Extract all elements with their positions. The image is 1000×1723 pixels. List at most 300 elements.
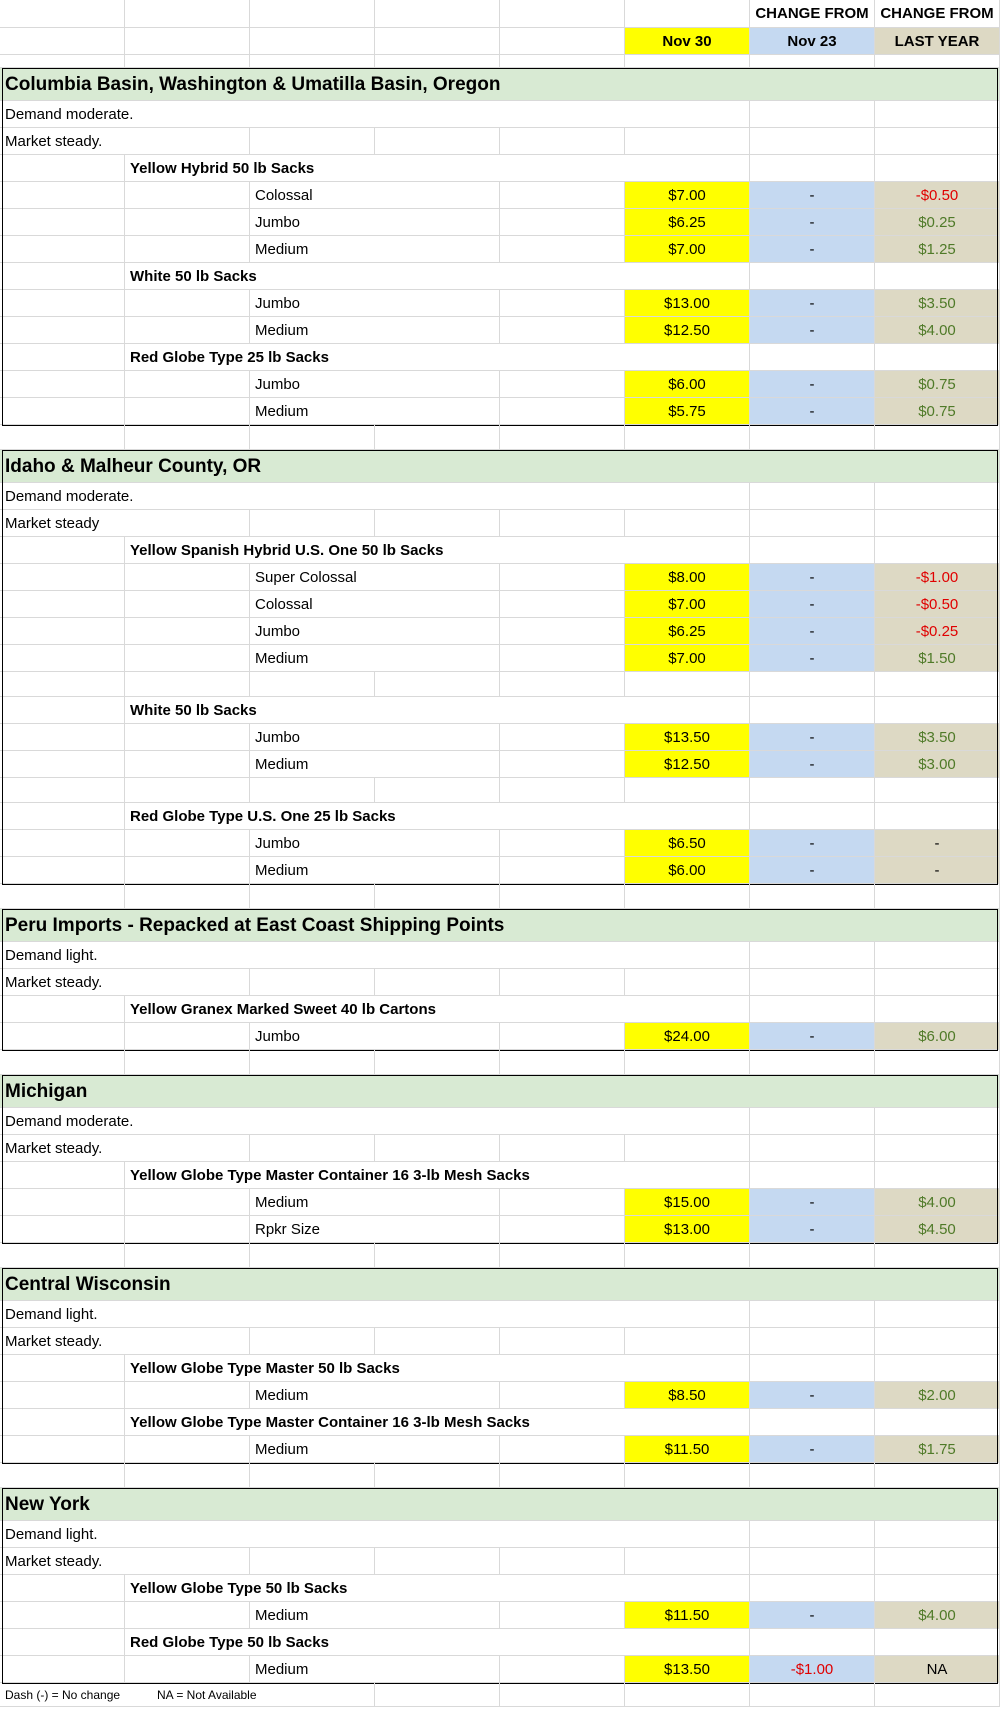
commodity-group: Red Globe Type 50 lb Sacks	[125, 1629, 750, 1656]
empty-cell	[500, 830, 625, 857]
empty-cell	[125, 1216, 250, 1243]
empty-cell	[875, 1050, 1000, 1075]
empty-cell	[0, 236, 125, 263]
empty-cell	[0, 0, 125, 28]
empty-cell	[250, 778, 375, 803]
empty-cell	[0, 1409, 125, 1436]
empty-cell	[0, 1602, 125, 1629]
section-title: Peru Imports - Repacked at East Coast Shipping Points	[0, 909, 1000, 942]
week-change-cell: -	[750, 371, 875, 398]
empty-cell	[875, 537, 1000, 564]
year-change-cell: $0.75	[875, 371, 1000, 398]
year-change-cell: $1.50	[875, 645, 1000, 672]
size-label: Medium	[250, 1189, 500, 1216]
empty-cell	[750, 1301, 875, 1328]
empty-cell	[500, 510, 625, 537]
empty-cell	[875, 425, 1000, 450]
empty-cell	[0, 1355, 125, 1382]
empty-cell	[875, 1108, 1000, 1135]
year-change-cell: $1.75	[875, 1436, 1000, 1463]
empty-cell	[750, 1463, 875, 1488]
price-cell: $12.50	[625, 317, 750, 344]
empty-cell	[500, 55, 625, 68]
commodity-group: Yellow Spanish Hybrid U.S. One 50 lb Sacks	[125, 537, 750, 564]
empty-cell	[875, 510, 1000, 537]
commodity-group: Yellow Globe Type Master Container 16 3-lb Mesh Sacks	[125, 1162, 750, 1189]
size-label: Super Colossal	[250, 564, 500, 591]
empty-cell	[500, 618, 625, 645]
empty-cell	[875, 128, 1000, 155]
empty-cell	[0, 1023, 125, 1050]
commodity-group: White 50 lb Sacks	[125, 697, 750, 724]
empty-cell	[0, 724, 125, 751]
empty-cell	[0, 28, 125, 55]
empty-cell	[625, 1683, 750, 1707]
empty-cell	[750, 1521, 875, 1548]
empty-cell	[0, 697, 125, 724]
empty-cell	[375, 28, 500, 55]
size-label: Medium	[250, 398, 500, 425]
commodity-group: Red Globe Type U.S. One 25 lb Sacks	[125, 803, 750, 830]
empty-cell	[875, 155, 1000, 182]
empty-cell	[750, 1328, 875, 1355]
market-note: Market steady.	[0, 1135, 250, 1162]
empty-cell	[875, 1243, 1000, 1268]
empty-cell	[875, 1683, 1000, 1707]
empty-cell	[875, 672, 1000, 697]
empty-cell	[875, 884, 1000, 909]
empty-cell	[125, 1382, 250, 1409]
empty-cell	[750, 942, 875, 969]
empty-cell	[0, 209, 125, 236]
size-label: Jumbo	[250, 1023, 500, 1050]
size-label: Colossal	[250, 591, 500, 618]
empty-cell	[875, 778, 1000, 803]
week-change-cell: -	[750, 1436, 875, 1463]
empty-cell	[750, 697, 875, 724]
empty-cell	[500, 1602, 625, 1629]
empty-cell	[125, 0, 250, 28]
empty-cell	[625, 969, 750, 996]
empty-cell	[500, 724, 625, 751]
year-change-cell: -	[875, 857, 1000, 884]
year-change-cell: $3.50	[875, 290, 1000, 317]
empty-cell	[750, 1108, 875, 1135]
empty-cell	[625, 55, 750, 68]
commodity-group: White 50 lb Sacks	[125, 263, 750, 290]
empty-cell	[875, 942, 1000, 969]
empty-cell	[875, 263, 1000, 290]
empty-cell	[750, 1575, 875, 1602]
empty-cell	[0, 830, 125, 857]
year-change-cell: $1.25	[875, 236, 1000, 263]
header-change-year-top: CHANGE FROM	[875, 0, 1000, 28]
year-change-cell: $3.50	[875, 724, 1000, 751]
size-label: Medium	[250, 236, 500, 263]
empty-cell	[125, 884, 250, 909]
empty-cell	[750, 344, 875, 371]
empty-cell	[250, 425, 375, 450]
year-change-cell: $4.00	[875, 317, 1000, 344]
empty-cell	[875, 344, 1000, 371]
empty-cell	[500, 236, 625, 263]
empty-cell	[500, 1135, 625, 1162]
header-date: Nov 30	[625, 28, 750, 55]
empty-cell	[750, 155, 875, 182]
empty-cell	[0, 1575, 125, 1602]
empty-cell	[125, 672, 250, 697]
week-change-cell: -	[750, 618, 875, 645]
empty-cell	[250, 1135, 375, 1162]
empty-cell	[750, 1355, 875, 1382]
empty-cell	[0, 1216, 125, 1243]
empty-cell	[750, 1409, 875, 1436]
empty-cell	[125, 317, 250, 344]
week-change-cell: -	[750, 398, 875, 425]
empty-cell	[125, 564, 250, 591]
price-cell: $7.00	[625, 236, 750, 263]
price-cell: $7.00	[625, 591, 750, 618]
empty-cell	[375, 0, 500, 28]
empty-cell	[0, 317, 125, 344]
empty-cell	[875, 55, 1000, 68]
empty-cell	[875, 697, 1000, 724]
empty-cell	[250, 884, 375, 909]
empty-cell	[500, 0, 625, 28]
empty-cell	[0, 1050, 125, 1075]
size-label: Medium	[250, 317, 500, 344]
commodity-group: Yellow Hybrid 50 lb Sacks	[125, 155, 750, 182]
empty-cell	[250, 969, 375, 996]
commodity-group: Yellow Globe Type Master 50 lb Sacks	[125, 1355, 750, 1382]
header-change-week-top: CHANGE FROM	[750, 0, 875, 28]
size-label: Medium	[250, 857, 500, 884]
empty-cell	[500, 564, 625, 591]
empty-cell	[125, 398, 250, 425]
empty-cell	[500, 128, 625, 155]
empty-cell	[125, 857, 250, 884]
empty-cell	[250, 0, 375, 28]
empty-cell	[250, 55, 375, 68]
header-change-year-bottom: LAST YEAR	[875, 28, 1000, 55]
week-change-cell: -	[750, 724, 875, 751]
empty-cell	[750, 1629, 875, 1656]
section-title: New York	[0, 1488, 1000, 1521]
market-note: Market steady.	[0, 1548, 250, 1575]
size-label: Colossal	[250, 182, 500, 209]
empty-cell	[500, 182, 625, 209]
empty-cell	[500, 1189, 625, 1216]
empty-cell	[750, 537, 875, 564]
demand-note: Demand light.	[0, 1301, 750, 1328]
week-change-cell: -	[750, 645, 875, 672]
empty-cell	[875, 1409, 1000, 1436]
empty-cell	[750, 1683, 875, 1707]
year-change-cell: $4.50	[875, 1216, 1000, 1243]
year-change-cell: $4.00	[875, 1602, 1000, 1629]
empty-cell	[875, 803, 1000, 830]
section-title: Columbia Basin, Washington & Umatilla Basin, Oregon	[0, 68, 1000, 101]
empty-cell	[125, 724, 250, 751]
empty-cell	[750, 1135, 875, 1162]
empty-cell	[625, 0, 750, 28]
empty-cell	[125, 371, 250, 398]
year-change-cell: $3.00	[875, 751, 1000, 778]
size-label: Jumbo	[250, 371, 500, 398]
empty-cell	[125, 236, 250, 263]
price-cell: $12.50	[625, 751, 750, 778]
empty-cell	[500, 371, 625, 398]
empty-cell	[875, 101, 1000, 128]
commodity-group: Yellow Globe Type Master Container 16 3-lb Mesh Sacks	[125, 1409, 750, 1436]
legend-na: NA = Not Available	[125, 1683, 375, 1707]
empty-cell	[375, 672, 500, 697]
empty-cell	[875, 1521, 1000, 1548]
empty-cell	[0, 591, 125, 618]
empty-cell	[125, 1050, 250, 1075]
size-label: Medium	[250, 645, 500, 672]
price-cell: $5.75	[625, 398, 750, 425]
price-cell: $11.50	[625, 1436, 750, 1463]
empty-cell	[125, 209, 250, 236]
week-change-cell: -	[750, 182, 875, 209]
empty-cell	[500, 645, 625, 672]
price-cell: $13.50	[625, 1656, 750, 1683]
empty-cell	[250, 128, 375, 155]
empty-cell	[0, 1189, 125, 1216]
empty-cell	[500, 591, 625, 618]
empty-cell	[125, 1436, 250, 1463]
empty-cell	[500, 884, 625, 909]
empty-cell	[0, 398, 125, 425]
empty-cell	[125, 182, 250, 209]
empty-cell	[500, 672, 625, 697]
empty-cell	[0, 1656, 125, 1683]
week-change-cell: -	[750, 1382, 875, 1409]
empty-cell	[625, 128, 750, 155]
week-change-cell: -	[750, 1216, 875, 1243]
empty-cell	[500, 1243, 625, 1268]
market-note: Market steady.	[0, 128, 250, 155]
price-cell: $8.50	[625, 1382, 750, 1409]
empty-cell	[750, 483, 875, 510]
week-change-cell: -	[750, 751, 875, 778]
empty-cell	[375, 1548, 500, 1575]
size-label: Jumbo	[250, 618, 500, 645]
empty-cell	[125, 618, 250, 645]
price-cell: $24.00	[625, 1023, 750, 1050]
empty-cell	[0, 618, 125, 645]
empty-cell	[0, 1382, 125, 1409]
week-change-cell: -	[750, 1189, 875, 1216]
empty-cell	[250, 672, 375, 697]
empty-cell	[125, 645, 250, 672]
empty-cell	[375, 778, 500, 803]
empty-cell	[250, 1548, 375, 1575]
empty-cell	[0, 778, 125, 803]
empty-cell	[125, 591, 250, 618]
empty-cell	[750, 425, 875, 450]
empty-cell	[0, 290, 125, 317]
market-note: Market steady.	[0, 1328, 250, 1355]
size-label: Medium	[250, 1656, 500, 1683]
year-change-cell: $0.75	[875, 398, 1000, 425]
empty-cell	[750, 1243, 875, 1268]
empty-cell	[375, 1050, 500, 1075]
price-cell: $6.00	[625, 857, 750, 884]
empty-cell	[0, 751, 125, 778]
empty-cell	[125, 778, 250, 803]
size-label: Medium	[250, 751, 500, 778]
empty-cell	[375, 55, 500, 68]
market-note: Market steady.	[0, 969, 250, 996]
empty-cell	[0, 55, 125, 68]
header-change-week-bottom: Nov 23	[750, 28, 875, 55]
empty-cell	[375, 1328, 500, 1355]
year-change-cell: NA	[875, 1656, 1000, 1683]
price-cell: $8.00	[625, 564, 750, 591]
empty-cell	[625, 672, 750, 697]
empty-cell	[500, 1216, 625, 1243]
empty-cell	[0, 182, 125, 209]
size-label: Jumbo	[250, 290, 500, 317]
empty-cell	[125, 1602, 250, 1629]
size-label: Jumbo	[250, 724, 500, 751]
empty-cell	[125, 290, 250, 317]
empty-cell	[125, 55, 250, 68]
empty-cell	[0, 1436, 125, 1463]
price-cell: $6.50	[625, 830, 750, 857]
empty-cell	[750, 55, 875, 68]
empty-cell	[625, 1050, 750, 1075]
size-label: Jumbo	[250, 209, 500, 236]
empty-cell	[750, 1050, 875, 1075]
empty-cell	[0, 425, 125, 450]
empty-cell	[0, 564, 125, 591]
empty-cell	[0, 537, 125, 564]
empty-cell	[750, 803, 875, 830]
week-change-cell: -	[750, 1602, 875, 1629]
empty-cell	[750, 996, 875, 1023]
week-change-cell: -	[750, 591, 875, 618]
week-change-cell: -	[750, 209, 875, 236]
empty-cell	[500, 398, 625, 425]
week-change-cell: -	[750, 1023, 875, 1050]
empty-cell	[500, 1656, 625, 1683]
year-change-cell: -$0.25	[875, 618, 1000, 645]
empty-cell	[250, 510, 375, 537]
empty-cell	[500, 209, 625, 236]
empty-cell	[500, 1328, 625, 1355]
size-label: Medium	[250, 1382, 500, 1409]
empty-cell	[625, 1243, 750, 1268]
empty-cell	[625, 1328, 750, 1355]
year-change-cell: $6.00	[875, 1023, 1000, 1050]
year-change-cell: -$1.00	[875, 564, 1000, 591]
empty-cell	[0, 857, 125, 884]
empty-cell	[500, 857, 625, 884]
empty-cell	[375, 1243, 500, 1268]
demand-note: Demand moderate.	[0, 483, 750, 510]
section-title: Michigan	[0, 1075, 1000, 1108]
empty-cell	[250, 1328, 375, 1355]
commodity-group: Yellow Globe Type 50 lb Sacks	[125, 1575, 750, 1602]
demand-note: Demand light.	[0, 1521, 750, 1548]
empty-cell	[875, 1328, 1000, 1355]
empty-cell	[875, 483, 1000, 510]
price-cell: $11.50	[625, 1602, 750, 1629]
price-cell: $13.00	[625, 290, 750, 317]
week-change-cell: -	[750, 317, 875, 344]
empty-cell	[0, 344, 125, 371]
empty-cell	[750, 969, 875, 996]
empty-cell	[875, 969, 1000, 996]
empty-cell	[250, 1463, 375, 1488]
empty-cell	[0, 996, 125, 1023]
empty-cell	[375, 1135, 500, 1162]
empty-cell	[500, 969, 625, 996]
empty-cell	[500, 751, 625, 778]
price-cell: $6.00	[625, 371, 750, 398]
empty-cell	[375, 510, 500, 537]
section-title: Central Wisconsin	[0, 1268, 1000, 1301]
empty-cell	[875, 1463, 1000, 1488]
empty-cell	[250, 28, 375, 55]
year-change-cell: $0.25	[875, 209, 1000, 236]
empty-cell	[625, 884, 750, 909]
year-change-cell: -$0.50	[875, 182, 1000, 209]
empty-cell	[875, 1135, 1000, 1162]
empty-cell	[875, 1301, 1000, 1328]
empty-cell	[0, 645, 125, 672]
empty-cell	[500, 1050, 625, 1075]
empty-cell	[500, 1436, 625, 1463]
empty-cell	[125, 28, 250, 55]
commodity-group: Yellow Granex Marked Sweet 40 lb Cartons	[125, 996, 750, 1023]
empty-cell	[125, 751, 250, 778]
demand-note: Demand moderate.	[0, 101, 750, 128]
empty-cell	[875, 1355, 1000, 1382]
market-note: Market steady	[0, 510, 250, 537]
year-change-cell: -	[875, 830, 1000, 857]
year-change-cell: $2.00	[875, 1382, 1000, 1409]
price-cell: $13.50	[625, 724, 750, 751]
empty-cell	[750, 884, 875, 909]
empty-cell	[500, 1382, 625, 1409]
empty-cell	[0, 884, 125, 909]
size-label: Medium	[250, 1602, 500, 1629]
price-cell: $7.00	[625, 182, 750, 209]
empty-cell	[750, 1162, 875, 1189]
empty-cell	[875, 1575, 1000, 1602]
empty-cell	[750, 1548, 875, 1575]
week-change-cell: -	[750, 564, 875, 591]
year-change-cell: $4.00	[875, 1189, 1000, 1216]
empty-cell	[750, 672, 875, 697]
empty-cell	[875, 1629, 1000, 1656]
empty-cell	[125, 425, 250, 450]
empty-cell	[500, 1548, 625, 1575]
empty-cell	[375, 1683, 500, 1707]
empty-cell	[0, 371, 125, 398]
year-change-cell: -$0.50	[875, 591, 1000, 618]
empty-cell	[0, 1243, 125, 1268]
empty-cell	[750, 778, 875, 803]
empty-cell	[625, 425, 750, 450]
week-change-cell: -	[750, 857, 875, 884]
price-cell: $7.00	[625, 645, 750, 672]
size-label: Rpkr Size	[250, 1216, 500, 1243]
